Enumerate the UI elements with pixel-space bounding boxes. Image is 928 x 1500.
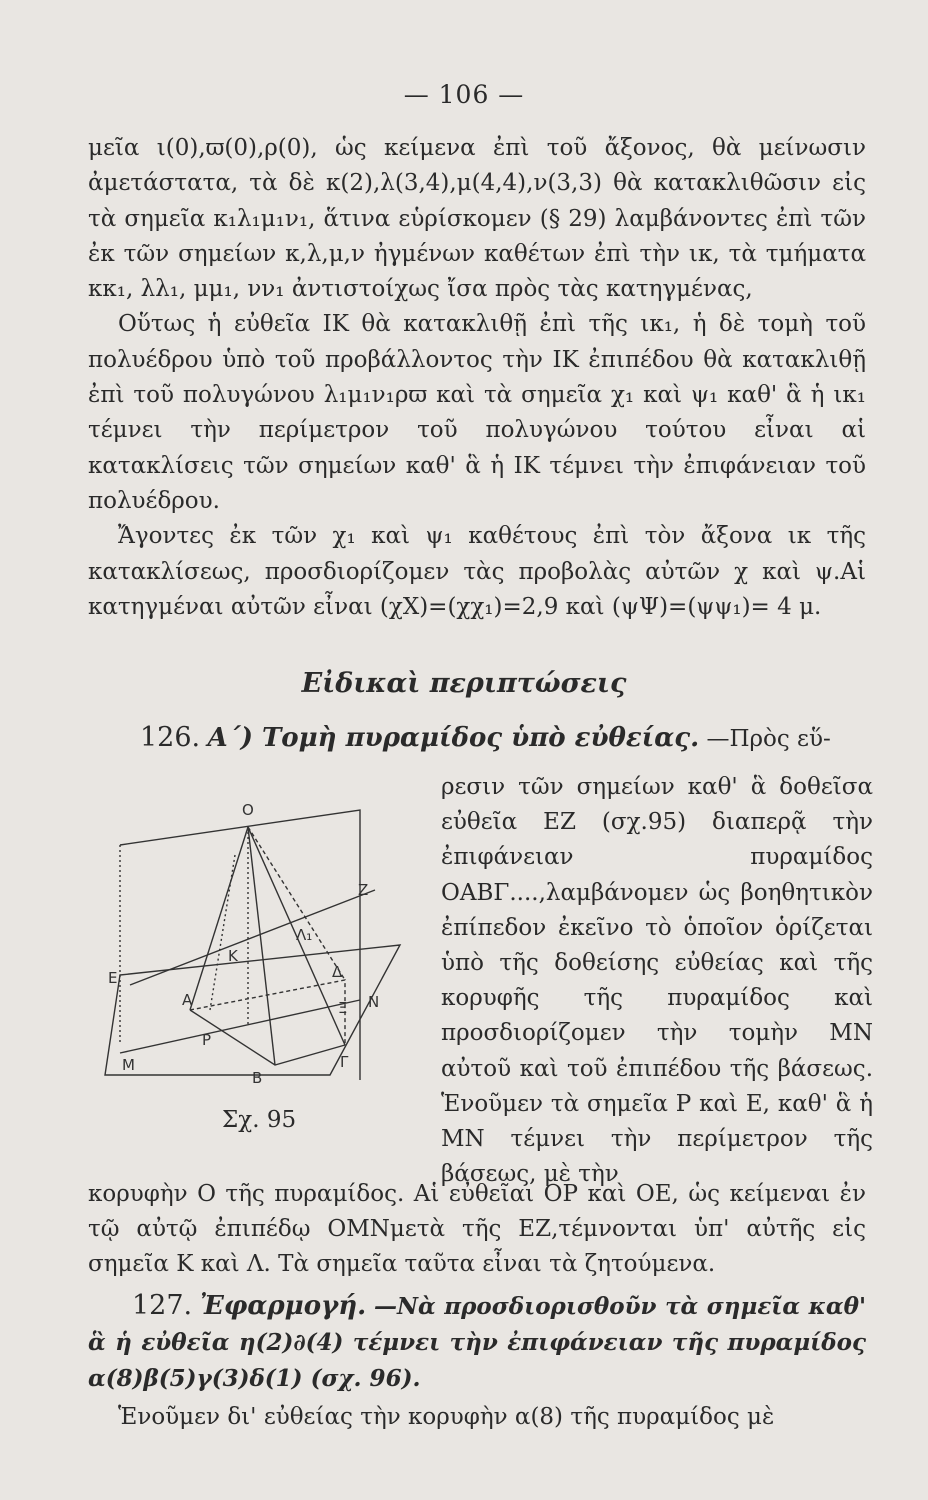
paragraph-4: κορυφὴν Ο τῆς πυραμίδος. Αἱ εὐθεῖαι ΟΡ καὶ ΟΕ, ὡς κείμεναι ἐν τῷ αὐτῷ ἐπιπέδῳ ΟΜΝμετὰ τῆς ΕΖ,τέμνονται ὑπ' αὐτῆς εἰς σημεῖα Κ καὶ Λ. Τὰ σημεῖα ταῦτα εἶναι τὰ ζητούμενα. <box>88 1181 866 1277</box>
label-n: N <box>368 993 380 1011</box>
page-number: — 106 — <box>403 80 525 109</box>
section-heading: Εἰδικαὶ περιπτώσεις <box>301 668 627 699</box>
paragraph-1: μεῖα ι(0),ϖ(0),ρ(0), ὡς κείμενα ἐπὶ τοῦ ἄξονος, θὰ μείνωσιν ἀμετάστατα, τὰ δὲ κ(2),λ(3,4),μ(4,4),ν(3,3) θὰ κατακλιθῶσιν εἰς τὰ σημεῖα κ₁λ₁μ₁ν₁, ἅτινα εὑρίσκομεν (§ 29) λαμβάνοντες ἐπὶ τῶν ἐκ τῶν σημείων κ,λ,μ,ν ἠγμένων καθέτων ἐπὶ τὴν ικ, τὰ τμήματα κκ₁, λλ₁, μμ₁, νν₁ ἀντιστοίχως ἴσα πρὸς τὰς κατηγμένας, <box>88 135 866 303</box>
section-126-body <box>441 770 873 1192</box>
pyramid-base <box>190 1010 345 1065</box>
section-126-text: ρεσιν τῶν σημείων καθ' ἃ δοθεῖσα εὐθεῖα ΕΖ (σχ.95) διαπερᾷ τὴν ἐπιφάνειαν πυραμίδος ΟΑΒΓ....,λαμβάνομεν ὡς βοηθητικὸν ἐπίπεδον ἐκεῖνο τὸ ὁποῖον ὁρίζεται ὑπὸ τῆς δοθείσης εὐθείας καὶ τῆς κορυφῆς τῆς πυραμίδος καὶ προσδιορίζομεν τὴν τομὴν ΜΝ αὐτοῦ καὶ τοῦ ἐπιπέδου τῆς βάσεως. Ἑνοῦμεν τὰ σημεῖα Ρ καὶ Ε, καθ' ἃ ἡ ΜΝ τέμνει τὴν περίμετρον τῆς βάσεως, μὲ τὴν <box>441 774 873 1188</box>
label-m: M <box>122 1056 135 1074</box>
section-127-title: Ἐφαρμογή. <box>199 1291 367 1321</box>
body-text-bottom <box>88 1177 866 1282</box>
base-plane <box>105 945 400 1075</box>
section-127-paragraph <box>88 1288 866 1397</box>
label-a: A <box>182 991 193 1009</box>
label-p: P <box>202 1031 212 1049</box>
figure-95 <box>100 795 420 1115</box>
label-z: Z <box>358 881 369 899</box>
section-126-lead: —Πρὸς εὕ- <box>706 726 831 752</box>
paragraph-2: Οὕτως ἡ εὐθεῖα ΙΚ θὰ κατακλιθῇ ἐπὶ τῆς ικ₁, ἡ δὲ τομὴ τοῦ πολυέδρου ὑπὸ τοῦ προβάλλοντος τὴν ΙΚ ἐπιπέδου θὰ κατακλιθῇ ἐπὶ τοῦ πολυγώνου λ₁μ₁ν₁ρϖ καὶ τὰ σημεῖα χ₁ καὶ ψ₁ καθ' ἃ ἡ ικ₁ τέμνει τὴν περίμετρον τοῦ πολυγώνου τούτου εἶναι αἱ κατακλίσεις τῶν σημείων καθ' ἃ ἡ ΙΚ τέμνει τὴν ἐπιφάνειαν τοῦ πολυέδρου. <box>88 311 866 514</box>
label-d: Δ <box>332 963 343 981</box>
label-o: O <box>242 801 254 819</box>
section-126-number: 126. <box>140 722 201 753</box>
body-text-top <box>88 131 866 625</box>
label-b: B <box>252 1069 263 1087</box>
figure-caption: Σχ. 95 <box>222 1107 297 1133</box>
section-127-number: 127. <box>132 1290 193 1321</box>
pyramid-diagram <box>100 795 420 1115</box>
section-127 <box>88 1288 866 1435</box>
paragraph-5: Ἑνοῦμεν δι' εὐθείας τὴν κορυφὴν α(8) τῆς πυραμίδος μὲ <box>118 1404 775 1430</box>
line-mn <box>120 1000 360 1053</box>
section-126-title <box>140 720 880 757</box>
label-xi: Ξ <box>338 999 348 1017</box>
section-127-statement: —Νὰ προσδιορισθοῦν τὰ σημεῖα καθ' ἃ ἡ εὐθεῖα η(2)∂(4) τέμνει τὴν ἐπιφάνειαν τῆς πυραμίδος α(8)β(5)γ(3)δ(1) (σχ. 96). <box>88 1293 866 1392</box>
label-g: Γ <box>340 1053 349 1071</box>
label-e: E <box>108 969 118 987</box>
paragraph-3: Ἄγοντες ἐκ τῶν χ₁ καὶ ψ₁ καθέτους ἐπὶ τὸν ἄξονα ικ τῆς κατακλίσεως, προσδιορίζομεν τὰς προβολὰς αὐτῶν χ καὶ ψ.Αἱ κατηγμέναι αὐτῶν εἶναι (χΧ)=(χχ₁)=2,9 καὶ (ψΨ)=(ψψ₁)= 4 μ. <box>88 523 866 620</box>
section-126-title-text: Α΄) Τομὴ πυραμίδος ὑπὸ εὐθείας. <box>207 723 700 753</box>
label-k: K <box>228 947 238 965</box>
edge-oa <box>190 827 248 1010</box>
label-l: Λ₁ <box>296 926 313 944</box>
